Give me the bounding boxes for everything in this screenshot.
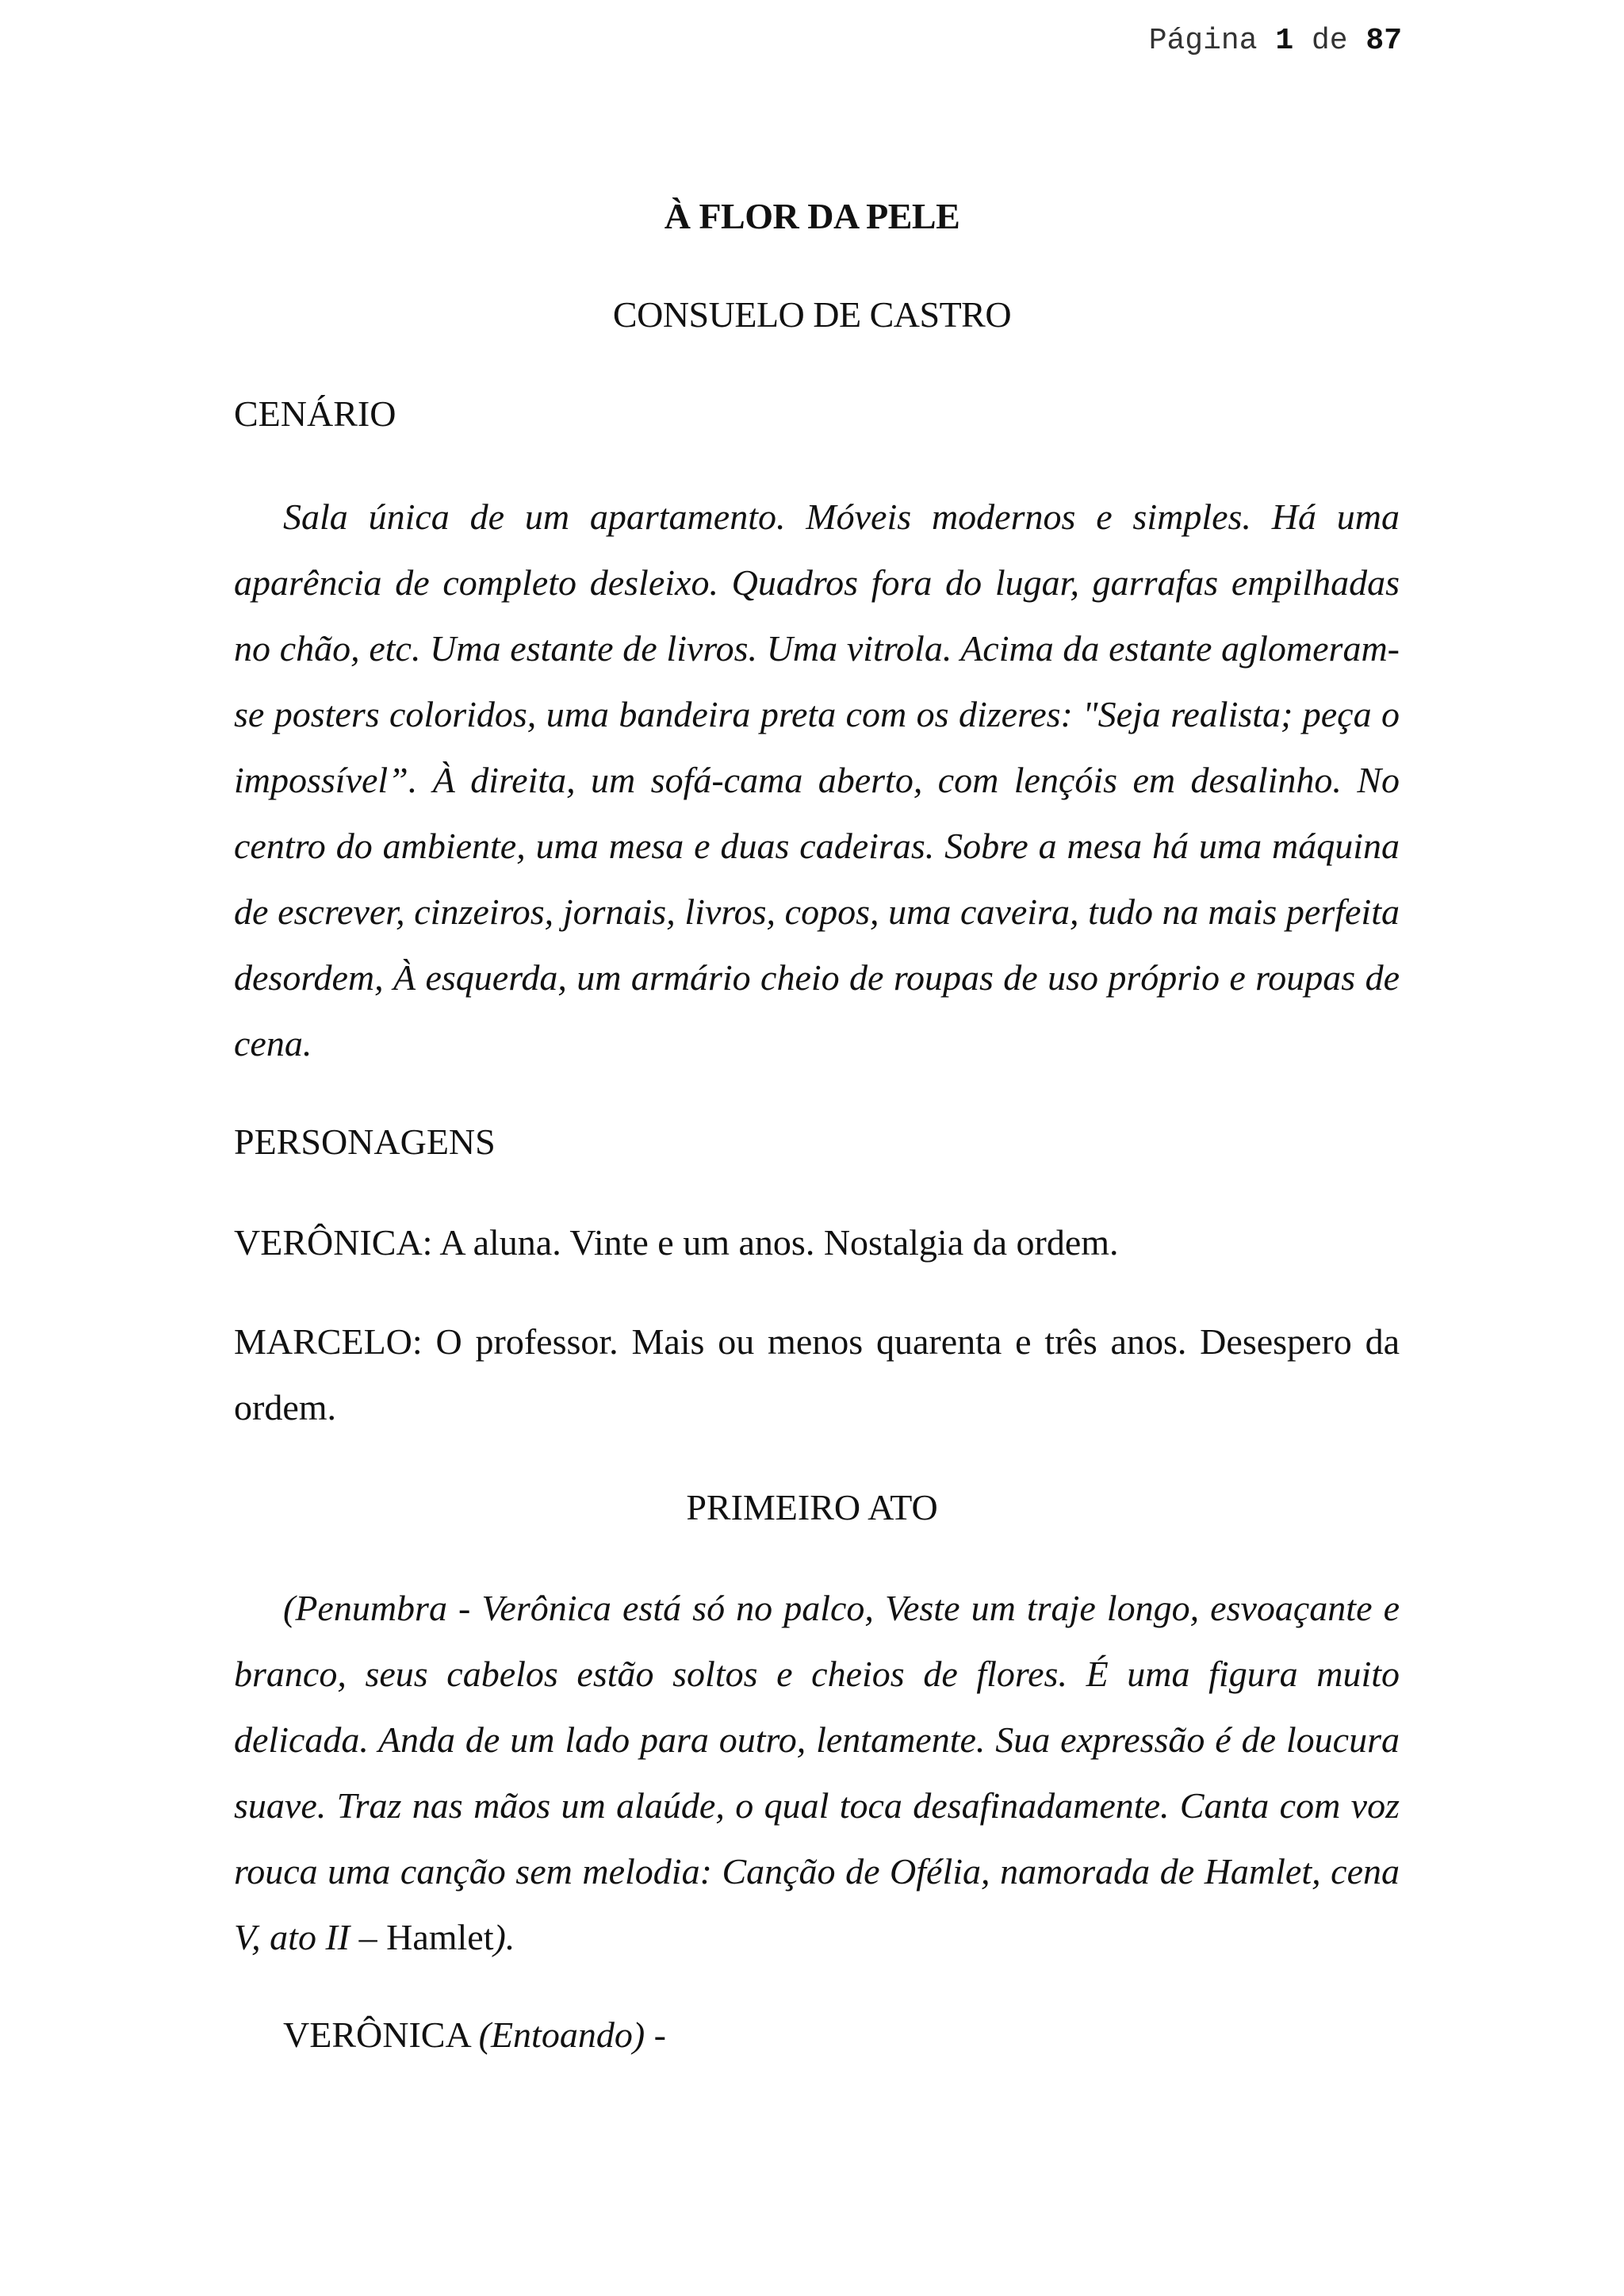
stage-direction bbox=[234, 1575, 1400, 1970]
page-indicator bbox=[1149, 24, 1402, 58]
page-current: 1 bbox=[1275, 24, 1294, 58]
characters-heading: PERSONAGENS bbox=[234, 1121, 496, 1162]
speaker-direction: (Entoando) bbox=[478, 2014, 645, 2055]
author-name: CONSUELO DE CASTRO bbox=[612, 294, 1012, 335]
stage-direction-end: ). bbox=[493, 1917, 515, 1957]
speaker-dash: - bbox=[653, 2014, 666, 2055]
play-title: À FLOR DA PELE bbox=[664, 196, 960, 236]
character-marcelo: MARCELO: O professor. Mais ou menos quarenta e três anos. Desespero da ordem. bbox=[234, 1321, 1400, 1428]
page-of: de bbox=[1311, 24, 1348, 58]
dialogue-line bbox=[234, 2002, 1400, 2068]
stage-direction-text: (Penumbra - Verônica está só no palco, Veste um traje longo, esvoaçante e branco, seus cabelos estão soltos e cheios de flores. É uma figura muito delicada. Anda de um lado para outro, lentamente. Sua expressão é de loucura suave. Traz nas mãos um alaúde, o qual toca desafinadamente. Canta com voz rouca uma canção sem melodia: Canção de Ofélia, namorada de Hamlet, cena V, ato II – bbox=[234, 1588, 1400, 1957]
speaker-name: VERÔNICA bbox=[283, 2014, 470, 2055]
scenery-heading: CENÁRIO bbox=[234, 393, 396, 434]
stage-direction-hamlet: Hamlet bbox=[386, 1917, 494, 1957]
page-total: 87 bbox=[1365, 24, 1402, 58]
character-veronica: VERÔNICA: A aluna. Vinte e um anos. Nostalgia da ordem. bbox=[234, 1222, 1119, 1263]
page-label: Página bbox=[1148, 24, 1258, 58]
scenery-description: Sala única de um apartamento. Móveis modernos e simples. Há uma aparência de completo desleixo. Quadros fora do lugar, garrafas empilhadas no chão, etc. Uma estante de livros. Uma vitrola. Acima da estante aglomeram-se posters coloridos, uma bandeira preta com os dizeres: "Seja realista; peça o impossível”. À direita, um sofá-cama aberto, com lençóis em desalinho. No centro do ambiente, uma mesa e duas cadeiras. Sobre a mesa há uma máquina de escrever, cinzeiros, jornais, livros, copos, uma caveira, tudo na mais perfeita desordem, À esquerda, um armário cheio de roupas de uso próprio e roupas de cena. bbox=[234, 496, 1400, 1064]
act-heading: PRIMEIRO ATO bbox=[686, 1487, 938, 1527]
